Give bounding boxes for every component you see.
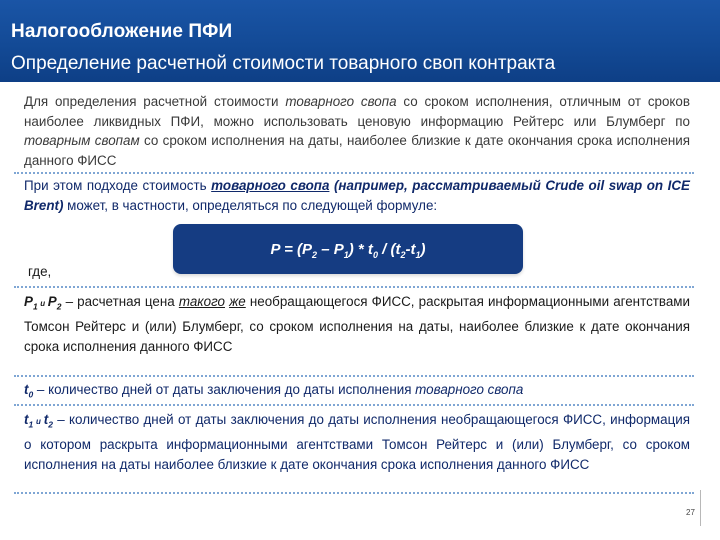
symbol-sub: 0 [28,389,34,400]
symbol-p1 [24,294,38,312]
t0-term-swap: товарного свопа [415,382,524,397]
intro-term-swap: товарного свопа [285,94,397,109]
formula-part: P = (P [270,241,313,258]
formula-sub: 2 [400,250,406,260]
paragraph-p1-p2 [24,292,690,356]
symbol-t2 [43,412,53,430]
paragraph-intro [24,92,690,170]
formula-part: -t [405,241,416,258]
divider-4 [14,404,694,406]
and-word: и [33,417,44,426]
t0-text: – количество дней от даты заключения до даты исполнения [33,382,416,397]
intro-term-swaps: товарным свопам [24,133,140,148]
footer-line [700,490,701,526]
slide-subtitle: Определение расчетной стоимости товарного своп контракта [11,53,556,74]
formula [173,241,523,260]
formula-part: / (t [377,241,401,258]
t1-t2-text: – количество дней от даты заключения до даты исполнения необращающегося ФИСС, информация о котором раскрыта информационными агентствами Томсон Рейтерс и (или) Блумберг, со сроком исполнения на даты наиболее близкие к дате окончания срока исполнения данного ФИСС [24,412,690,472]
formula-part: – P [317,241,344,258]
divider-1 [14,172,694,174]
approach-text-2: может, в частности, определяться по следующей формуле: [63,197,438,213]
p1-p2-emphasis-2: же [229,294,246,309]
symbol-letter: t [43,412,49,427]
approach-text-1: При этом подходе стоимость [24,178,212,193]
divider-2 [14,286,694,288]
symbol-sub: 1 [32,301,38,312]
intro-text-2: со сроком исполнения, отличным от сроков наиболее ликвидных ПФИ, можно использовать ценовую информацию Рейтерс или Блумберг по [24,94,690,129]
formula-box [173,224,523,274]
symbol-p2 [47,294,62,312]
divider-3 [14,375,694,377]
where-label: где, [28,264,52,279]
approach-example: (например, рассматриваемый Crude oil swap on ICE Brent) [24,178,690,213]
formula-part: ) [420,241,426,258]
symbol-t0 [24,382,34,400]
p1-p2-text-2: необращающегося ФИСС, раскрытая информационными агентствами Томсон Рейтерс и (или) Блумберг, со сроком исполнения на даты, наиболее близкие к дате окончания срока исполнения данного ФИСС [24,294,690,354]
symbol-letter: P [47,294,57,309]
symbol-t1 [24,412,34,430]
slide-header [0,0,720,82]
formula-part: ) * t [348,241,373,258]
symbol-sub: 1 [28,419,34,430]
paragraph-t0 [24,380,690,405]
formula-sub: 1 [343,250,349,260]
p1-p2-text-1: – расчетная цена [61,294,179,309]
p1-p2-emphasis-1: такого [178,294,225,309]
paragraph-t1-t2 [24,410,690,474]
symbol-letter: t [24,412,29,427]
approach-term-swap: товарного свопа [211,178,330,193]
divider-5 [14,492,694,494]
paragraph-approach [24,176,690,215]
intro-text-3: со сроком исполнения на даты, наиболее близкие к дате окончания срока исполнения данного ФИСС [24,133,690,168]
and-word: и [37,299,48,308]
formula-sub: 2 [312,250,318,260]
intro-text-1: Для определения расчетной стоимости [24,94,286,109]
slide-title: Налогообложение ПФИ [11,21,233,42]
symbol-letter: t [24,382,29,397]
symbol-sub: 2 [56,301,62,312]
formula-sub: 1 [415,250,421,260]
symbol-letter: P [24,294,33,309]
page-number: 27 [686,508,695,517]
symbol-sub: 2 [48,419,53,430]
formula-sub: 0 [372,250,378,260]
